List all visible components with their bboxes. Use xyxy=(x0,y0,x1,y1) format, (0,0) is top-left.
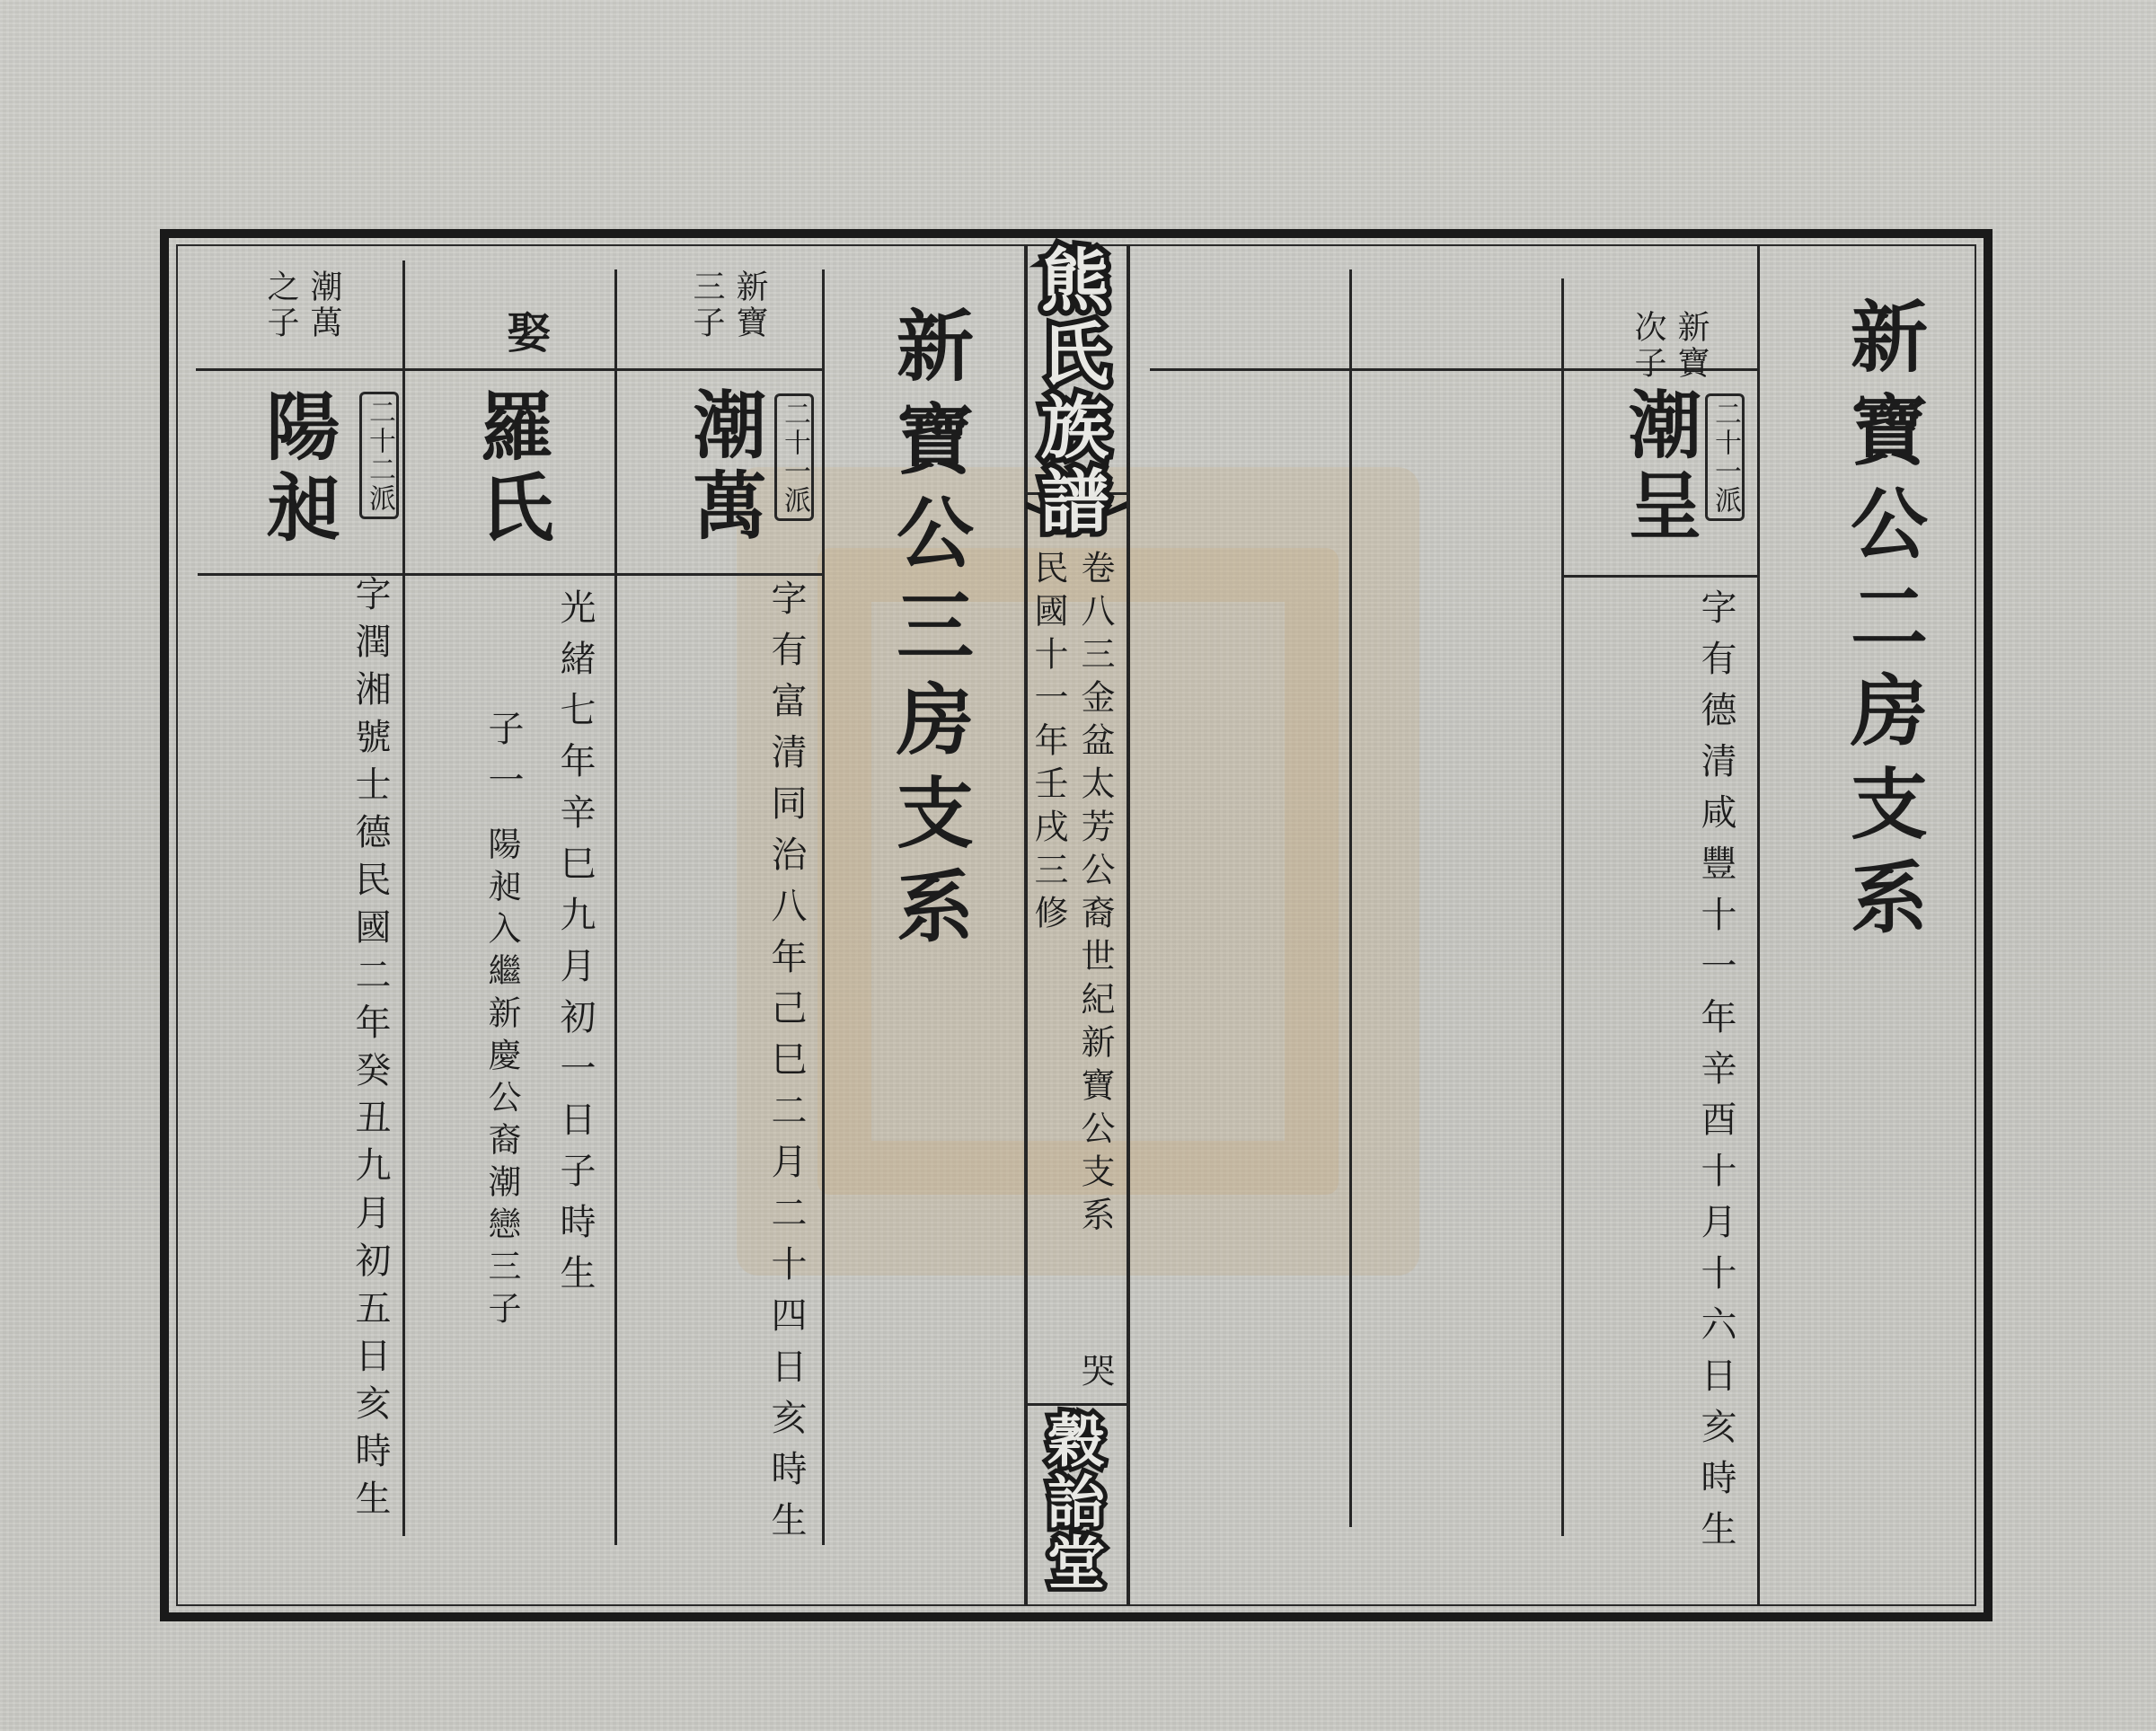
edition: 民國十一年壬戌三修 xyxy=(1029,550,1068,938)
spouse-adoption-note: 陽昶入繼新慶公裔潮戀三子 xyxy=(482,826,521,1333)
entry1-parent-line1: 新寶 xyxy=(1673,310,1710,382)
left-name-line xyxy=(198,573,822,576)
right-title-line xyxy=(1757,244,1760,1606)
entry1-biography: 字有德清咸豐十一年辛酉十月十六日亥時生 xyxy=(1695,588,1736,1561)
left-section-title: 新寶公三房支系 xyxy=(883,305,974,959)
spouse-children: 子一 xyxy=(482,710,524,812)
entry1-name: 潮呈 xyxy=(1616,386,1702,548)
entry2-generation-badge: 二十一派 xyxy=(774,393,814,521)
volume-info: 卷八三金盆太芳公裔世紀新寶公支系 xyxy=(1075,550,1115,1240)
spine-bottom-divider xyxy=(1024,1403,1130,1406)
entry3-generation-badge: 二十二派 xyxy=(359,392,399,519)
left-header-line xyxy=(196,368,825,371)
right-col-line-b xyxy=(1349,269,1352,1527)
spine-right-line xyxy=(1127,244,1130,1606)
entry3-parent-line1: 潮萬 xyxy=(305,269,342,341)
entry1-parent-line2: 次子 xyxy=(1630,310,1666,382)
spouse-label: 娶 xyxy=(499,310,550,360)
left-col-line-3 xyxy=(402,261,405,1536)
right-name-line xyxy=(1563,575,1757,578)
hall-name: 穀詒堂 xyxy=(1038,1410,1105,1594)
entry3-biography: 字潤湘號士德民國二年癸丑九月初五日亥時生 xyxy=(349,575,391,1527)
entry2-biography: 字有富清同治八年己巳二月二十四日亥時生 xyxy=(765,579,807,1552)
right-section-title: 新寶公二房支系 xyxy=(1837,296,1928,950)
entry2-name: 潮萬 xyxy=(681,386,767,548)
book-title: 熊氏族譜 xyxy=(1029,244,1109,539)
left-col-line-2 xyxy=(614,269,617,1545)
entry1-generation-badge: 二十一派 xyxy=(1705,393,1745,521)
entry3-parent-line2: 之子 xyxy=(262,269,299,341)
right-col-line-a xyxy=(1561,278,1564,1536)
left-col-line-1 xyxy=(822,269,825,1545)
spouse-biography: 光緒七年辛巳九月初一日子時生 xyxy=(554,588,596,1305)
entry3-name: 陽昶 xyxy=(254,388,340,550)
entry2-parent-line1: 新寶 xyxy=(731,269,768,341)
entry2-parent-line2: 三子 xyxy=(688,269,725,341)
spine-left-line xyxy=(1024,244,1028,1606)
spouse-name: 羅氏 xyxy=(468,388,554,550)
page-number: 哭 xyxy=(1075,1353,1115,1396)
